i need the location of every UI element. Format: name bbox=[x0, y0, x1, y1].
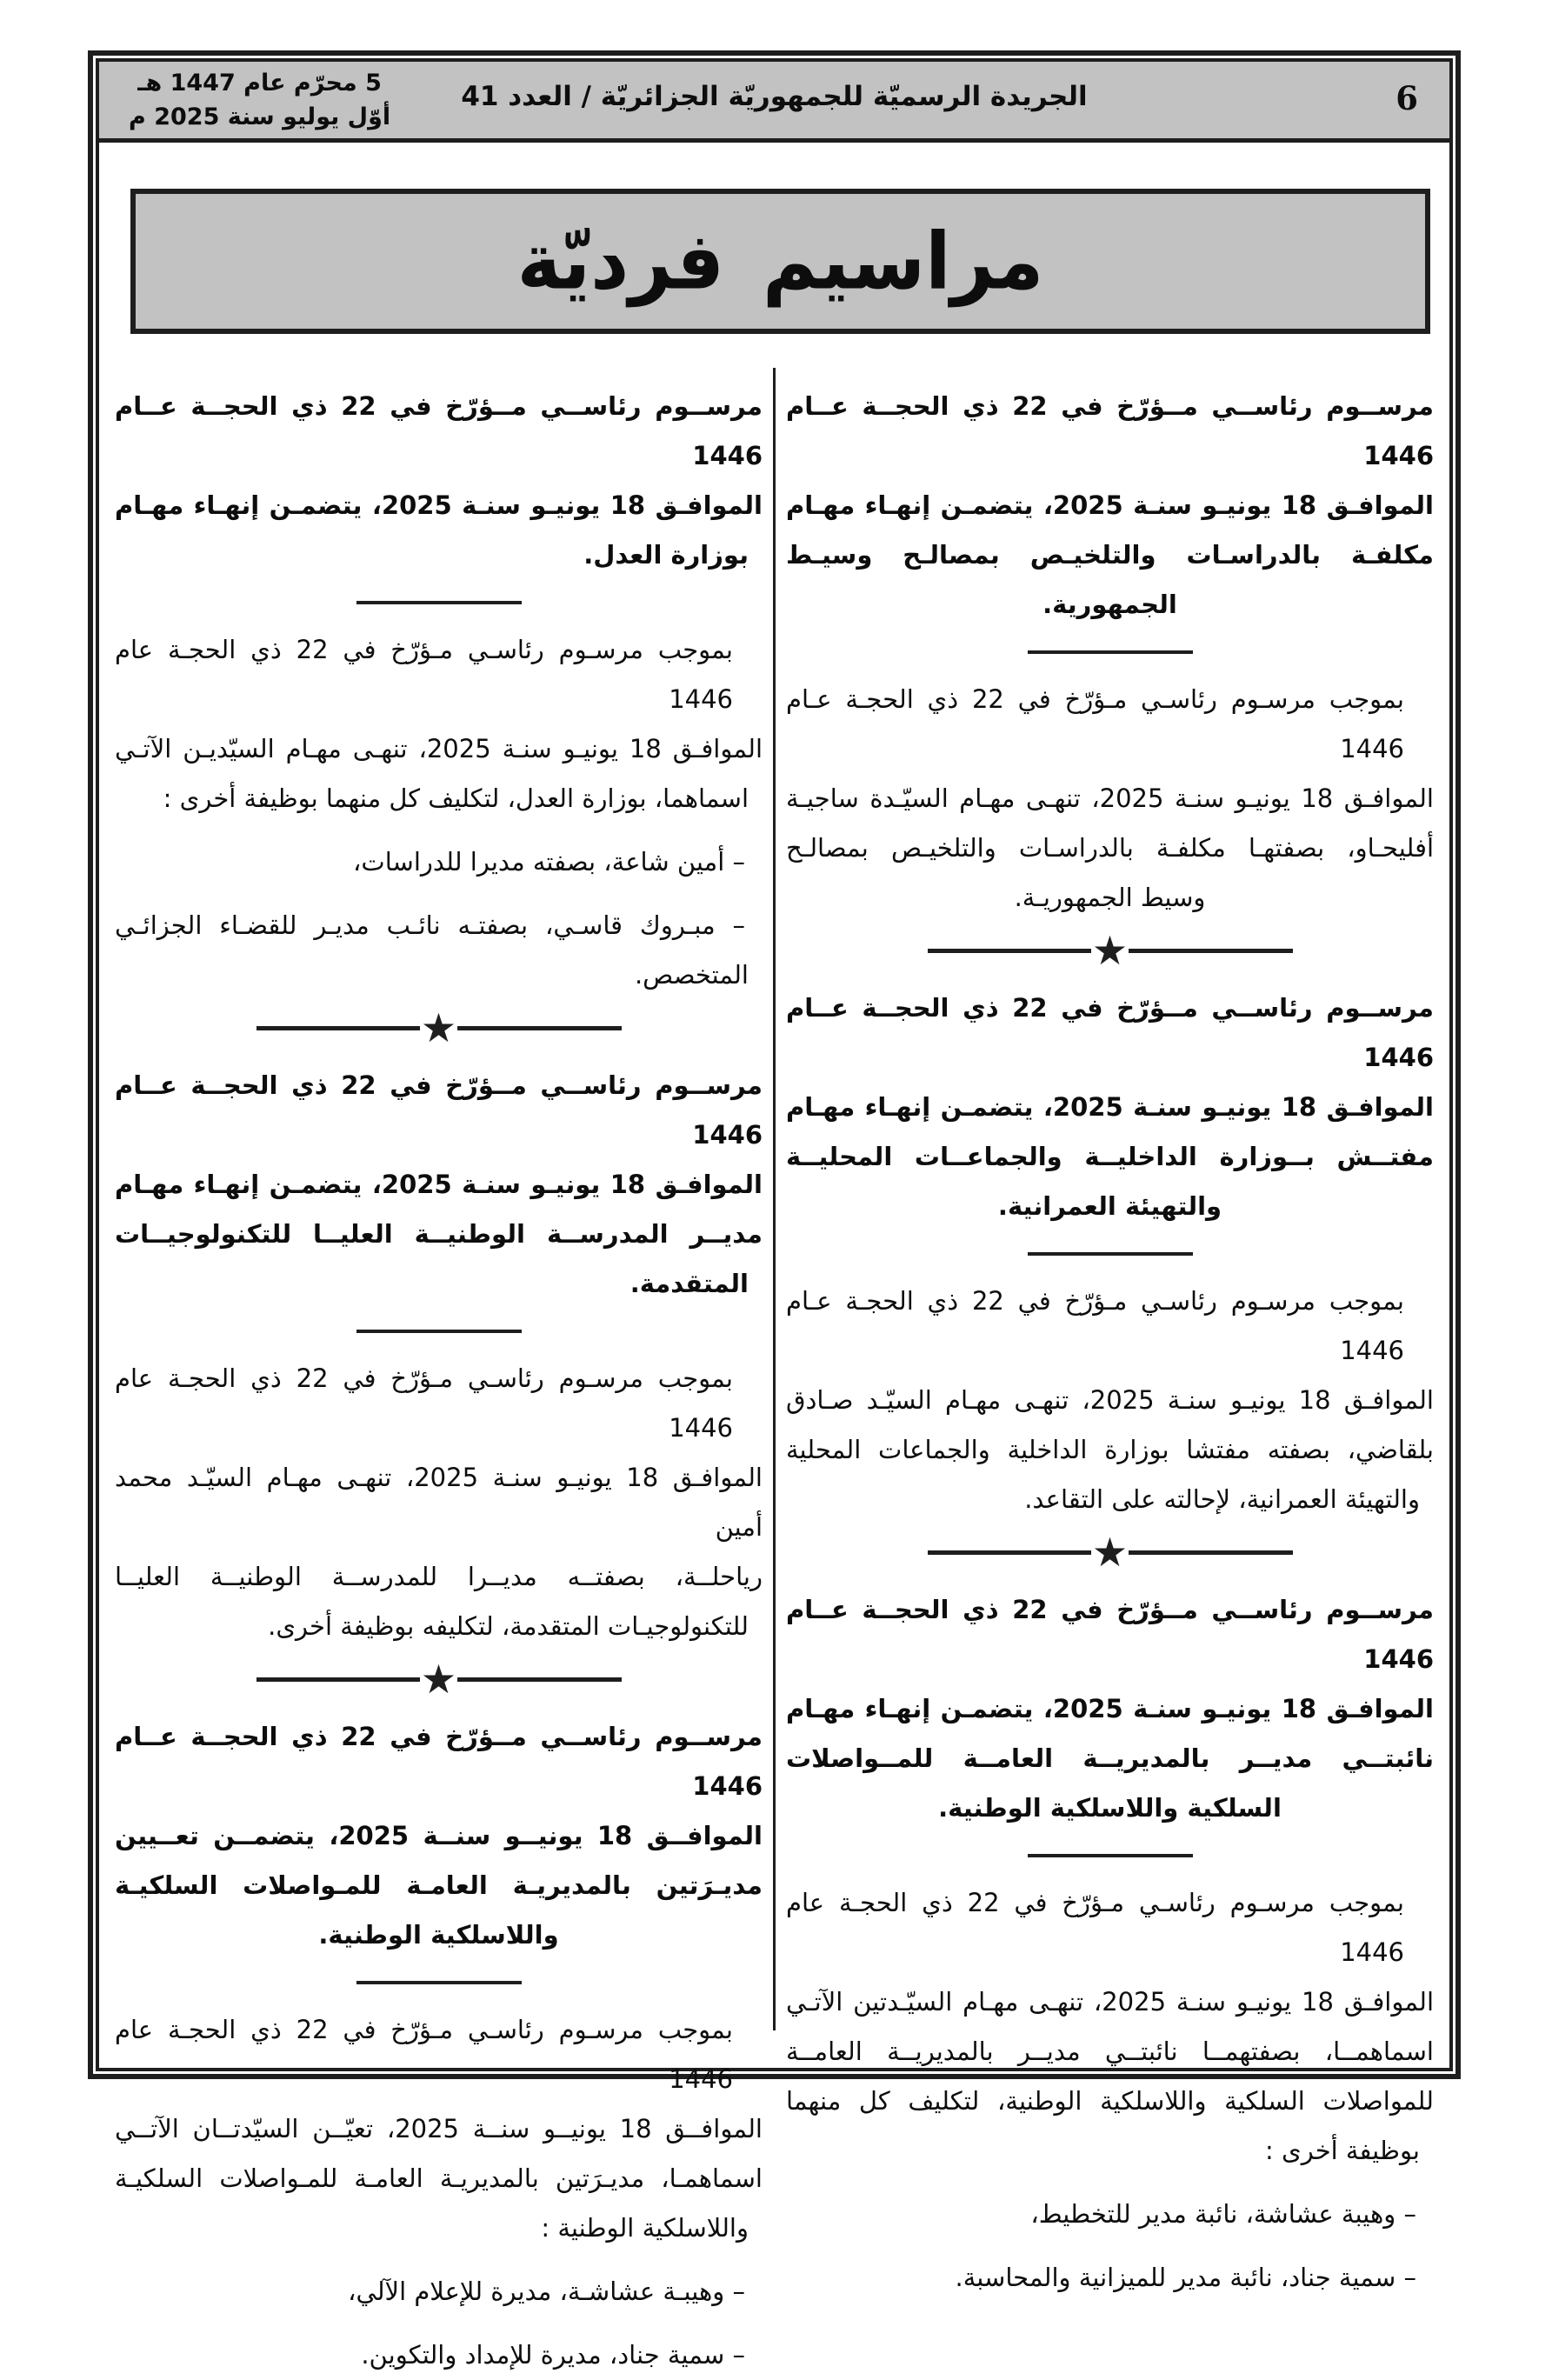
decree-title bbox=[115, 1061, 763, 1309]
separator-star bbox=[256, 1004, 622, 1051]
decree-line: الموافـق 18 يونيـو سنـة 2025، تنهـى مهـام السيّـدتين الآتـي bbox=[786, 1987, 1435, 2017]
separator-line bbox=[1028, 1854, 1193, 1857]
decree-line: بموجب مرسـوم رئاسـي مـؤرّخ في 22 ذي الحجـة عـام 1446 bbox=[786, 684, 1404, 763]
separator-bar bbox=[1129, 1550, 1292, 1555]
decree-line: الموافــق 18 يونيــو سنــة 2025، تعيّــن السيّدتــان الآتــي bbox=[115, 2114, 763, 2143]
decree-title bbox=[786, 382, 1434, 630]
decree-line: مرســوم رئاســي مــؤرّخ في 22 ذي الحجــة عــام 1446 bbox=[786, 993, 1434, 1072]
decree-line: مرســوم رئاســي مــؤرّخ في 22 ذي الحجــة عــام 1446 bbox=[115, 1070, 763, 1150]
separator-bar bbox=[256, 1677, 420, 1682]
column-divider bbox=[773, 368, 776, 2030]
journal-title: الجريدة الرسميّة للجمهوريّة الجزائريّة / العدد 41 bbox=[461, 81, 1088, 112]
decree-body bbox=[115, 625, 763, 823]
separator-line bbox=[356, 1330, 522, 1333]
decree-line: مرســوم رئاســي مــؤرّخ في 22 ذي الحجــة عــام 1446 bbox=[115, 1722, 763, 1801]
decree-line: – وهيبـة عشاشـة، مديرة للإعلام الآلي، bbox=[348, 2277, 745, 2306]
page-number: 6 bbox=[1395, 79, 1418, 117]
decree-line: الموافـق 18 يونيـو سنـة 2025، تنهـى مهـام السيّـدة ساجيـة bbox=[786, 783, 1434, 813]
decree-title bbox=[786, 1585, 1434, 1833]
decree-line: اسماهمـا، مديـرَتين بالمديريـة العامـة للمـواصلات السلكيـة bbox=[115, 2163, 763, 2193]
decree-line: واللاسلكية الوطنية : bbox=[541, 2213, 749, 2243]
star-icon: ★ bbox=[1091, 1529, 1129, 1576]
decree-line: الموافـق 18 يونيـو سنـة 2025، تنهـى مهـام السيّديـن الآتـي bbox=[115, 734, 763, 763]
separator-bar bbox=[457, 1026, 621, 1030]
decree-body bbox=[115, 1354, 763, 1651]
decree-line: الموافـق 18 يونيـو سنـة 2025، يتضمـن إنهـاء مهـام bbox=[115, 1170, 763, 1199]
decree-line: وسيط الجمهوريـة. bbox=[1014, 883, 1206, 912]
decree-line: نائبتــي مديــر بالمديريــة العامــة للمــواصلات bbox=[786, 1743, 1434, 1773]
separator-line bbox=[356, 601, 522, 604]
bullet-item bbox=[786, 2253, 1434, 2303]
bullet-item bbox=[786, 2190, 1434, 2239]
decree-line: – أمين شاعة، بصفته مديرا للدراسات، bbox=[353, 847, 745, 877]
section-banner-title: مراسيم فرديّة bbox=[516, 216, 1044, 307]
separator-line bbox=[1028, 650, 1193, 654]
decree-line: بموجب مرسـوم رئاسـي مـؤرّخ في 22 ذي الحجـة عام 1446 bbox=[115, 1363, 733, 1443]
bullet-item bbox=[115, 901, 763, 1000]
decree-line: – وهيبة عشاشة، نائبة مدير للتخطيط، bbox=[1030, 2199, 1416, 2229]
decree-title bbox=[786, 983, 1434, 1231]
decree-line: مديـرَتين بالمديريـة العامـة للمـواصلات السلكيـة bbox=[115, 1870, 763, 1900]
decree-line: مرســوم رئاســي مــؤرّخ في 22 ذي الحجــة عــام 1446 bbox=[786, 391, 1434, 470]
decree-body bbox=[786, 675, 1434, 923]
separator-bar bbox=[1129, 949, 1292, 953]
bullet-item bbox=[115, 2330, 763, 2380]
decree-line: مكلفـة بالدراسـات والتلخيـص بمصالـح وسيـط bbox=[786, 540, 1434, 570]
decree-line: رياحلــة، بصفتــه مديــرا للمدرســة الوطنيــة العليــا bbox=[115, 1562, 763, 1591]
separator-bar bbox=[928, 1550, 1091, 1555]
decrees-columns bbox=[104, 368, 1444, 2370]
separator-bar bbox=[928, 949, 1091, 953]
decree-line: واللاسلكية الوطنية. bbox=[318, 1920, 559, 1950]
decree-body bbox=[786, 1878, 1434, 2176]
decree-line: للتكنولوجيـات المتقدمة، لتكليفه بوظيفة أخرى. bbox=[268, 1611, 749, 1641]
decree-line: الموافـق 18 يونيـو سنـة 2025، يتضمـن إنهـاء مهـام bbox=[115, 490, 763, 520]
decree-line: بموجب مرسـوم رئاسـي مـؤرّخ في 22 ذي الحجـة عام 1446 bbox=[115, 2015, 733, 2094]
decree-line: الموافـق 18 يونيـو سنـة 2025، يتضمـن إنهـاء مهـام bbox=[786, 1694, 1434, 1723]
decree-body bbox=[786, 1277, 1434, 1524]
bullet-item bbox=[115, 2267, 763, 2317]
separator-star bbox=[928, 1529, 1293, 1576]
decree-line: بوظيفة أخرى : bbox=[1265, 2136, 1420, 2165]
separator-bar bbox=[256, 1026, 420, 1030]
page-header bbox=[99, 62, 1449, 143]
decree-line: – سمية جناد، نائبة مدير للميزانية والمحاسبة. bbox=[955, 2263, 1416, 2292]
decree-line: الجمهورية. bbox=[1042, 590, 1177, 619]
star-icon: ★ bbox=[1091, 927, 1129, 974]
decree-title bbox=[115, 382, 763, 580]
decree-line: اسماهمــا، بصفتهمــا نائبتــي مديــر بالمديريــة العامــة bbox=[786, 2037, 1434, 2066]
separator-line bbox=[1028, 1252, 1193, 1256]
decree-line: بلقاضي، بصفته مفتشا بوزارة الداخلية والجماعات المحلية bbox=[786, 1435, 1434, 1464]
column-left bbox=[104, 368, 773, 2370]
date-gregorian: أوّل يوليو سنة 2025 م bbox=[129, 103, 391, 130]
decree-line: المتخصص. bbox=[634, 960, 749, 990]
decree-line: – مبـروك قاسـي، بصفتـه نائـب مديـر للقضـاء الجزائـي bbox=[115, 910, 745, 940]
section-banner bbox=[130, 189, 1430, 334]
decree-line: مرســوم رئاســي مــؤرّخ في 22 ذي الحجــة عــام 1446 bbox=[786, 1595, 1434, 1674]
separator-line bbox=[356, 1981, 522, 1984]
column-right bbox=[776, 368, 1444, 2292]
star-icon: ★ bbox=[420, 1004, 457, 1051]
decree-line: الموافـق 18 يونيـو سنـة 2025، تنهـى مهـام السيّـد صـادق bbox=[786, 1385, 1434, 1415]
decree-line: أفليحـاو، بصفتهـا مكلفـة بالدراسـات والتلخيـص بمصالـح bbox=[786, 833, 1434, 863]
decree-line: مديــر المدرســة الوطنيــة العليــا للتكنولوجيــات bbox=[115, 1219, 763, 1249]
decree-line: والتهيئة العمرانية. bbox=[997, 1191, 1222, 1221]
page-frame-inner bbox=[96, 58, 1453, 2370]
decree-line: الموافـق 18 يونيـو سنـة 2025، تنهـى مهـام السيّـد محمد أمين bbox=[115, 1463, 763, 1542]
decree-line: للمواصلات السلكية واللاسلكية الوطنية، لتكليف كل منهما bbox=[786, 2086, 1434, 2116]
decree-line: والتهيئة العمرانية، لإحالته على التقاعد. bbox=[1024, 1484, 1420, 1514]
decree-line: بموجب مرسـوم رئاسـي مـؤرّخ في 22 ذي الحجـة عام 1446 bbox=[786, 1888, 1404, 1967]
decree-title bbox=[115, 1712, 763, 1960]
separator-star bbox=[928, 927, 1293, 974]
decree-line: السلكية واللاسلكية الوطنية. bbox=[938, 1793, 1282, 1823]
decree-line: بموجب مرسـوم رئاسـي مـؤرّخ في 22 ذي الحجـة عـام 1446 bbox=[786, 1286, 1404, 1365]
decree-line: مفتــش بــوزارة الداخليــة والجماعــات المحليــة bbox=[786, 1142, 1434, 1171]
decree-body bbox=[115, 2005, 763, 2253]
decree-line: المتقدمة. bbox=[629, 1269, 749, 1298]
date-hijri: 5 محرّم عام 1447 هـ bbox=[137, 70, 382, 97]
star-icon: ★ bbox=[420, 1656, 457, 1703]
decree-line: اسماهما، بوزارة العدل، لتكليف كل منهما بوظيفة أخرى : bbox=[163, 783, 749, 813]
decree-line: الموافــق 18 يونيــو سنــة 2025، يتضمــن تعــيين bbox=[115, 1821, 763, 1850]
separator-star bbox=[256, 1656, 622, 1703]
decree-line: بموجب مرسـوم رئاسـي مـؤرّخ في 22 ذي الحجـة عام 1446 bbox=[115, 635, 733, 714]
decree-line: مرســوم رئاســي مــؤرّخ في 22 ذي الحجــة عــام 1446 bbox=[115, 391, 763, 470]
bullet-item bbox=[115, 837, 763, 887]
decree-line: الموافـق 18 يونيـو سنـة 2025، يتضمـن إنهـاء مهـام bbox=[786, 1092, 1434, 1122]
separator-bar bbox=[457, 1677, 621, 1682]
page-frame bbox=[88, 50, 1461, 2370]
decree-line: بوزارة العدل. bbox=[583, 540, 749, 570]
decree-line: الموافـق 18 يونيـو سنـة 2025، يتضمـن إنهـاء مهـام bbox=[786, 490, 1434, 520]
decree-line: – سمية جناد، مديرة للإمداد والتكوين. bbox=[361, 2340, 745, 2370]
